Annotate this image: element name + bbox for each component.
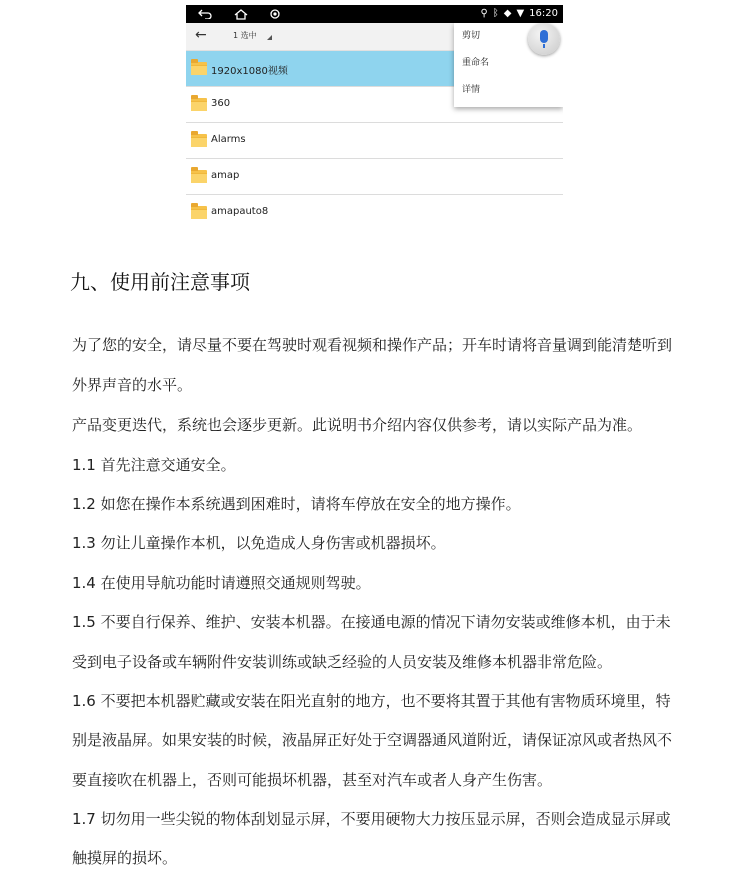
text-line: 1.4 在使用导航功能时请遵照交通规则驾驶。 xyxy=(72,574,371,592)
home-nav-icon xyxy=(234,9,248,20)
menu-item-details[interactable]: 详情 xyxy=(462,85,481,95)
text-line: 触摸屏的损坏。 xyxy=(72,849,178,867)
folder-icon xyxy=(191,98,207,110)
signal-icon: ◆ xyxy=(503,8,512,19)
file-name: Alarms xyxy=(211,134,246,145)
text-line: 1.2 如您在操作本系统遇到困难时，请将车停放在安全的地方操作。 xyxy=(72,495,521,513)
text-line: 外界声音的水平。 xyxy=(72,376,193,394)
file-row[interactable] xyxy=(186,195,563,228)
file-manager-screenshot xyxy=(186,5,563,228)
text-line: 1.5 不要自行保养、维护、安装本机器。在接通电源的情况下请勿安装或维修本机，由于未 xyxy=(72,613,671,631)
bluetooth-icon: ᛒ xyxy=(492,8,499,19)
text-line: 1.3 勿让儿童操作本机，以免造成人身伤害或机器损坏。 xyxy=(72,534,446,552)
voice-button[interactable] xyxy=(528,23,560,55)
text-line: 要直接吹在机器上，否则可能损坏机器，甚至对汽车或者人身产生伤害。 xyxy=(72,771,553,789)
file-name: 1920x1080视频 xyxy=(211,66,288,77)
text-line: 产品变更迭代，系统也会逐步更新。此说明书介绍内容仅供参考，请以实际产品为准。 xyxy=(72,416,643,434)
menu-item-cut[interactable]: 剪切 xyxy=(462,31,481,41)
file-name: 360 xyxy=(211,98,231,109)
text-line: 1.1 首先注意交通安全。 xyxy=(72,456,236,474)
location-icon: ⚲ xyxy=(480,8,488,19)
recents-nav-icon xyxy=(270,9,280,19)
text-line: 为了您的安全，请尽量不要在驾驶时观看视频和操作产品；开车时请将音量调到能清楚听到 xyxy=(72,336,673,354)
folder-icon xyxy=(191,170,207,182)
section-title: 九、使用前注意事项 xyxy=(70,270,250,294)
microphone-stand xyxy=(543,44,545,48)
folder-icon xyxy=(191,206,207,218)
wifi-icon: ▼ xyxy=(516,8,525,19)
file-name: amapauto8 xyxy=(211,206,269,217)
dropdown-triangle-icon[interactable] xyxy=(267,35,272,40)
text-line: 别是液晶屏。如果安装的时候，液晶屏正好处于空调器通风道附近，请保证凉风或者热风不 xyxy=(72,731,673,749)
file-name: amap xyxy=(211,170,240,181)
text-line: 1.6 不要把本机器贮藏或安装在阳光直射的地方，也不要将其置于其他有害物质环境里，特 xyxy=(72,692,671,710)
back-arrow-icon[interactable]: ← xyxy=(195,27,207,43)
microphone-icon xyxy=(540,30,548,43)
text-line: 受到电子设备或车辆附件安装训练或缺乏经验的人员安装及维修本机器非常危险。 xyxy=(72,653,613,671)
file-row[interactable] xyxy=(186,159,563,195)
folder-icon xyxy=(191,134,207,146)
selection-count[interactable]: 1 选中 xyxy=(233,31,257,40)
back-nav-icon xyxy=(198,9,212,19)
text-line: 1.7 切勿用一些尖锐的物体刮划显示屏，不要用硬物大力按压显示屏，否则会造成显示屏或 xyxy=(72,810,671,828)
status-time: 16:20 xyxy=(529,8,558,19)
folder-icon xyxy=(191,62,207,74)
file-row[interactable] xyxy=(186,123,563,159)
status-bar xyxy=(186,5,563,23)
menu-item-rename[interactable]: 重命名 xyxy=(462,58,490,68)
